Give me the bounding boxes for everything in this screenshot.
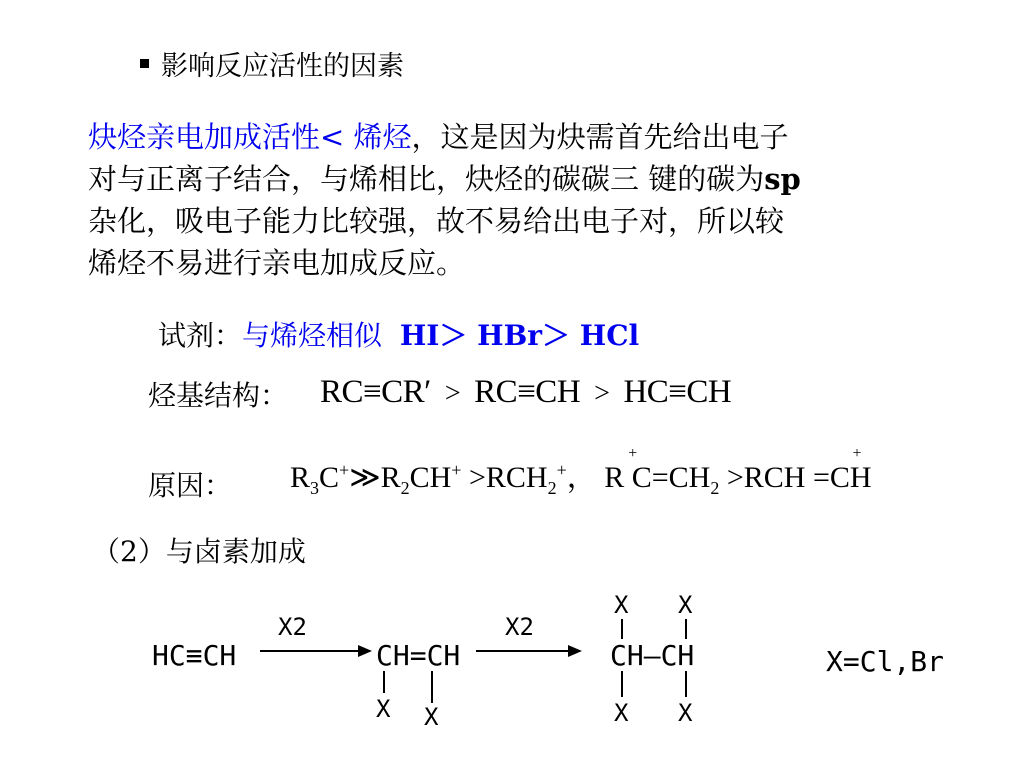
tertiary-cation: $R_3C^+$ [290, 460, 350, 498]
bullet-square-icon [140, 59, 149, 68]
reagent-line [158, 314, 639, 354]
much-greater-sign: ≫ [349, 461, 381, 494]
greater-than-2: > [594, 378, 610, 409]
paragraph-line-2-text: 对与正离子结合，与烯相比，炔烃的碳碳三 键的碳为 [88, 162, 765, 196]
heading-text: 影响反应活性的因素 [161, 51, 404, 82]
arrow-2-reagent: X2 [505, 613, 534, 641]
product-x-bottom-right: X [678, 699, 693, 727]
slide-heading [140, 44, 404, 83]
paragraph-line-2 [88, 158, 938, 200]
greater-sign-1: > [468, 461, 486, 494]
sp-hybrid-text: sp [764, 162, 801, 196]
acetylene: HC≡CH [623, 374, 732, 410]
comma: ， [566, 461, 597, 494]
alkyne-terminal: RC≡CH [474, 374, 581, 410]
greater-than-1: > [444, 378, 461, 409]
paragraph-line-3: 杂化，吸电子能力比较强，故不易给出电子对，所以较 [88, 204, 785, 238]
reactivity-comparison: 炔烃亲电加成活性< 烯烃 [88, 120, 412, 154]
paragraph-line-4: 烯烃不易进行亲电加成反应。 [88, 246, 466, 280]
alkyl-structure-line [148, 374, 288, 414]
product-x-bottom-left: X [614, 699, 629, 727]
halogen-addition-scheme [140, 585, 960, 735]
product-tetrahaloalkane: CH—CH [610, 639, 695, 672]
section-2-title: （2）与卤素加成 [92, 535, 306, 568]
vinyl-cation-2: RCH =CH + [743, 445, 872, 494]
alkyne-internal: RC≡CR′ [320, 374, 431, 410]
vinyl-cation-1: R $C=CH_2$ + [604, 445, 720, 498]
arrow-1-reagent: X2 [278, 613, 307, 641]
reagent-order: HI＞ HBr＞ HCl [399, 319, 640, 352]
halogen-note: X=Cl,Br [826, 645, 945, 678]
primary-cation: $RCH_2^+$ [485, 460, 567, 498]
carbocation-stability [290, 445, 872, 499]
reagent-similar: 与烯烃相似 [242, 319, 383, 352]
alkyl-structure-label: 烃基结构： [148, 379, 289, 412]
product-x-top-left: X [614, 591, 629, 619]
greater-sign-2: > [726, 461, 744, 494]
paragraph-line-1-rest: ，这是因为炔需首先给出电子 [411, 120, 789, 154]
arrow-2-head-icon [568, 645, 582, 657]
intermediate-x-1: X [376, 695, 391, 723]
intermediate-x-2: X [424, 703, 439, 731]
reason-label: 原因： [148, 469, 233, 502]
reactant-acetylene: HC≡CH [152, 639, 237, 672]
arrow-1-head-icon [358, 645, 372, 657]
secondary-cation: $R_2CH^+$ [380, 460, 462, 498]
product-x-top-right: X [678, 591, 693, 619]
intermediate-dihaloalkene: CH=CH [376, 639, 461, 672]
paragraph-line-1 [88, 116, 938, 158]
explanation-paragraph [88, 116, 938, 284]
alkyl-structure-order [320, 374, 731, 411]
reagent-label: 试剂： [158, 319, 243, 352]
